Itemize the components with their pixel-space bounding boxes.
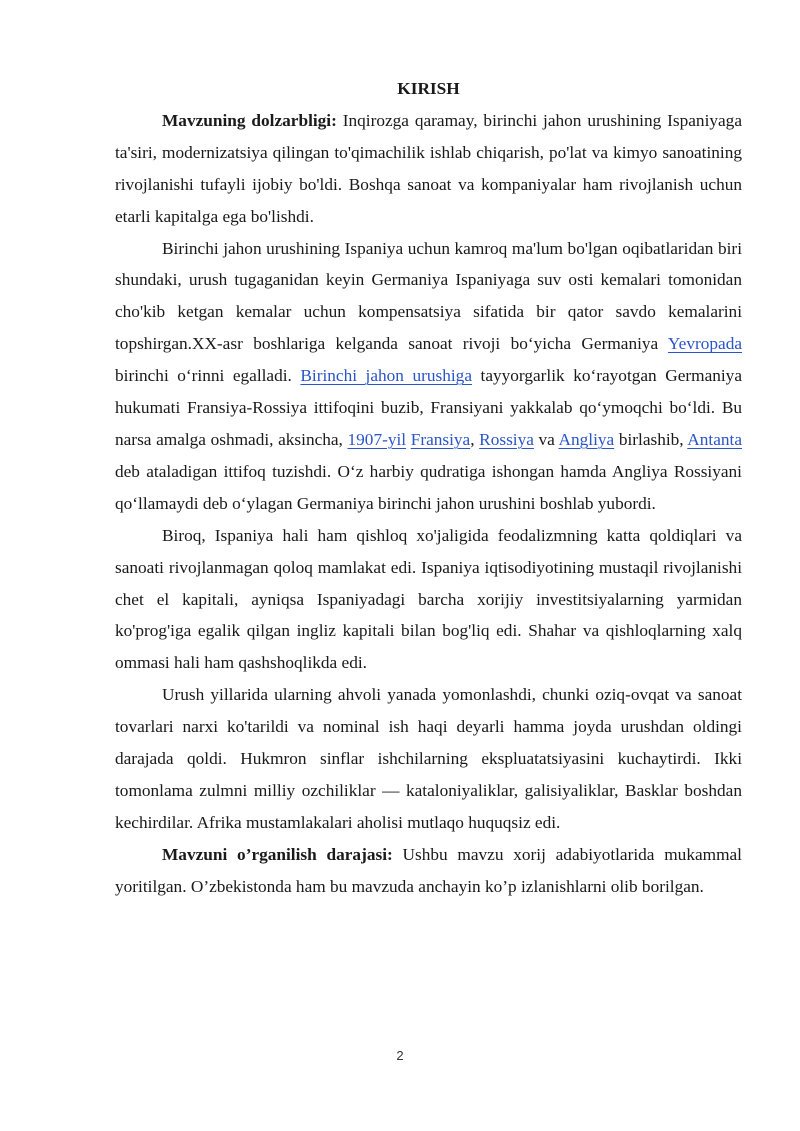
link-fransiya[interactable]: Fransiya <box>410 429 471 449</box>
link-antanta[interactable]: Antanta <box>687 429 743 449</box>
link-1907-yil[interactable]: 1907-yil <box>347 429 407 449</box>
paragraph-economy: Biroq, Ispaniya hali ham qishloq xo'jaligida feodalizmning katta qoldiqlari va sanoati rivojlanmagan qoloq mamlakat edi. Ispaniya iqtisodiyotining mustaqil rivojlanishi chet el kapitali, ayniqsa Ispaniyadagi barcha xorijiy investitsiyalarning yarmidan ko'prog'iga egalik qilgan ingliz kapitali bilan bog'liq edi. Shahar va qishloqlarning xalq ommasi hali ham qashshoqlikda edi. <box>115 525 742 673</box>
page-content <box>115 73 742 903</box>
paragraph-consequences <box>115 233 742 520</box>
relevance-heading: Mavzuning dolzarbligi: <box>162 110 337 130</box>
link-yevropada[interactable]: Yevropada <box>667 334 742 354</box>
relevance-text: Inqirozga qaramay, birinchi jahon urushining Ispaniyaga ta'siri, modernizatsiya qilingan to'qimachilik ishlab chiqarish, po'lat va kimyo sanoatining rivojlanishi tufayli ijobiy bo'ldi. Boshqa sanoat va kompaniyalar ham rivojlanish uchun etarli kapitalga ega bo'lishdi. <box>115 110 742 226</box>
link-birinchi-jahon-urushiga[interactable]: Birinchi jahon urushiga <box>300 366 472 386</box>
study-level-heading: Mavzuni o’rganilish darajasi: <box>162 844 393 864</box>
consequences-text-6: va <box>533 429 559 449</box>
consequences-text-7: birlashib, <box>614 429 688 449</box>
consequences-text-3: tayyorgarlik ko‘rayotgan Germaniya hukumati Fransiya-Rossiya ittifoqini buzib, Fransiyani yakkalab qo‘ymoqchi bo‘ldi. Bu narsa amalga oshmadi, aksincha, <box>115 366 742 449</box>
page-number: 2 <box>396 1048 404 1063</box>
link-angliya[interactable]: Angliya <box>558 429 615 449</box>
consequences-text-2: birinchi o‘rinni egalladi. <box>115 366 301 386</box>
consequences-text-8: deb ataladigan ittifoq tuzishdi. O‘z harbiy qudratiga ishongan hamda Angliya Rossiyani qo‘llamaydi deb o‘ylagan Germaniya birinchi jahon urushini boshlab yubordi. <box>115 461 742 513</box>
paragraph-study-level <box>115 839 742 903</box>
study-level-text: Ushbu mavzu xorij adabiyotlarida mukammal yoritilgan. O’zbekistonda ham bu mavzuda anchayin ko’p izlanishlarni olib borilgan. <box>115 844 742 896</box>
paragraph-relevance <box>115 105 742 233</box>
paragraph-war-years: Urush yillarida ularning ahvoli yanada yomonlashdi, chunki oziq-ovqat va sanoat tovarlari narxi ko'tarildi va nominal ish haqi deyarli hamma joyda urushdan oldingi darajada qoldi. Hukmron sinflar ishchilarning ekspluatatsiyasini kuchaytirdi. Ikki tomonlama zulmni milliy ozchiliklar — kataloniyaliklar, galisiyaliklar, Basklar boshdan kechirdilar. Afrika mustamlakalari aholisi mutlaqo huquqsiz edi. <box>115 685 742 832</box>
link-rossiya[interactable]: Rossiya <box>479 429 534 449</box>
page-title: KIRISH <box>397 79 460 98</box>
consequences-text-5: , <box>470 429 480 449</box>
consequences-text-1: Birinchi jahon urushining Ispaniya uchun kamroq ma'lum bo'lgan oqibatlaridan biri shundaki, urush tugaganidan keyin Germaniya Ispaniyaga suv osti kemalari tomonidan cho'kib ketgan kemalar uchun kompensatsiya sifatida bir qator savdo kemalarini topshirgan.XX-asr boshlariga kelganda sanoat rivoji bo‘yicha Germaniya <box>115 238 742 354</box>
